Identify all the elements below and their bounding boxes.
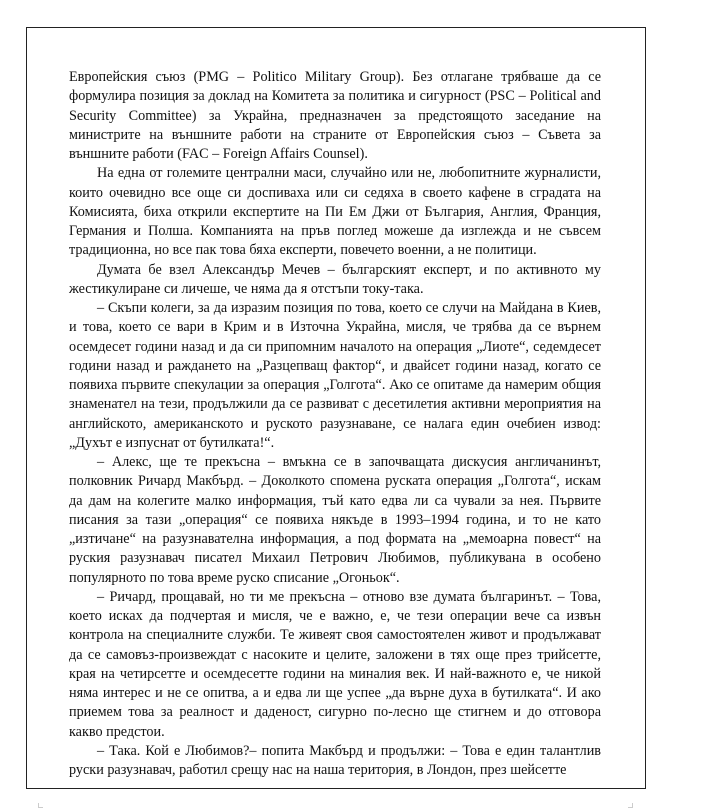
paragraph-5: – Алекс, ще те прекъсна – вмъкна се в започващата дискусия англичанинът, полковник Ричард Макбърд. – Доколкото спомена руската операция „Голгота“, искам да дам на колегите малко информация, тъй като едва ли са чували за нея. Първите писания за тази „операция“ се появиха някъде в 1993–1994 година, и то не като „изтичане“ на разузнавателна информация, а под формата на „мемоарна повест“ на руския разузнавач писател Михаил Петрович Любимов, публикувана в особено популярното по това време руско списание „Огоньок“. <box>69 454 601 586</box>
paragraph-1: Европейския съюз (PMG – Politico Military Group). Без отлагане трябваше да се формулира позиция за доклад на Комитета за политика и сигурност (PSC – Political and Security Committee) за Украйна, предназначен за предстоящото заседание на министрите на външните работи на страните от Европейския съюз – Съвета за външните работи (FAC – Foreign Affairs Counsel). <box>69 69 601 162</box>
paragraph-6: – Ричард, прощавай, но ти ме прекъсна – отново взе думата българинът. – Това, което исках да подчертая и мисля, че е важно, е, че тези операции вече са извън контрола на специалните служби. Те живеят своя самостоятелен живот и продължават да се самовъз-произвеждат с насоките и целите, заложени в тях още през трийсетте, края на четирсетте и осемдесетте години на миналия век. И най-важното е, че никой няма интерес и не се опитва, а и едва ли ще успее „да върне духа в бутилката“. И ако приемем това за реалност и даденост, сигурно по-лесно ще стигнем и до отговора какво предстои. <box>69 588 601 740</box>
paragraph-3: Думата бе взел Александър Мечев – българският експерт, и по активното му жестикулиране си личеше, че няма да я отстъпи току-така. <box>69 261 601 297</box>
paragraph-2: На една от големите централни маси, случайно или не, любопитните журналисти, които очевидно все още си доспиваха или си седяха в своето кафене в сградата на Комисията, биха открили експертите на Пи Ем Джи от България, Англия, Франция, Германия и Полша. Компанията на пръв поглед можеше да изглежда и не съвсем традиционна, но все пак това бяха експерти, повечето военни, а не политици. <box>69 165 601 259</box>
page-corner-mark-left <box>38 803 43 808</box>
document-body <box>69 68 601 780</box>
paragraph-4: – Скъпи колеги, за да изразим позиция по това, което се случи на Майдана в Киев, и това, което се вари в Крим и в Източна Украйна, мисля, че трябва да се върнем осемдесет години назад и да си припомним началото на операция „Лиоте“, седемдесет години назад и раждането на „Разцепващ фактор“, и двайсет години назад, когато се появиха първите спекулации за операция „Голгота“. Ако се опитаме да намерим общия знаменател на тези, продължили да се развиват с десетилетия активни мероприятия на английското, американското и руското разузнаване, се налага един очебиен извод: „Духът е изпуснат от бутилката!“. <box>69 300 601 451</box>
document-page <box>26 27 646 789</box>
paragraph-7: – Така. Кой е Любимов?– попита Макбърд и продължи: – Това е един талантлив руски разузнавач, работил срещу нас на наша територия, в Лондон, през шейсетте <box>69 742 601 778</box>
page-corner-mark-right <box>628 803 633 808</box>
